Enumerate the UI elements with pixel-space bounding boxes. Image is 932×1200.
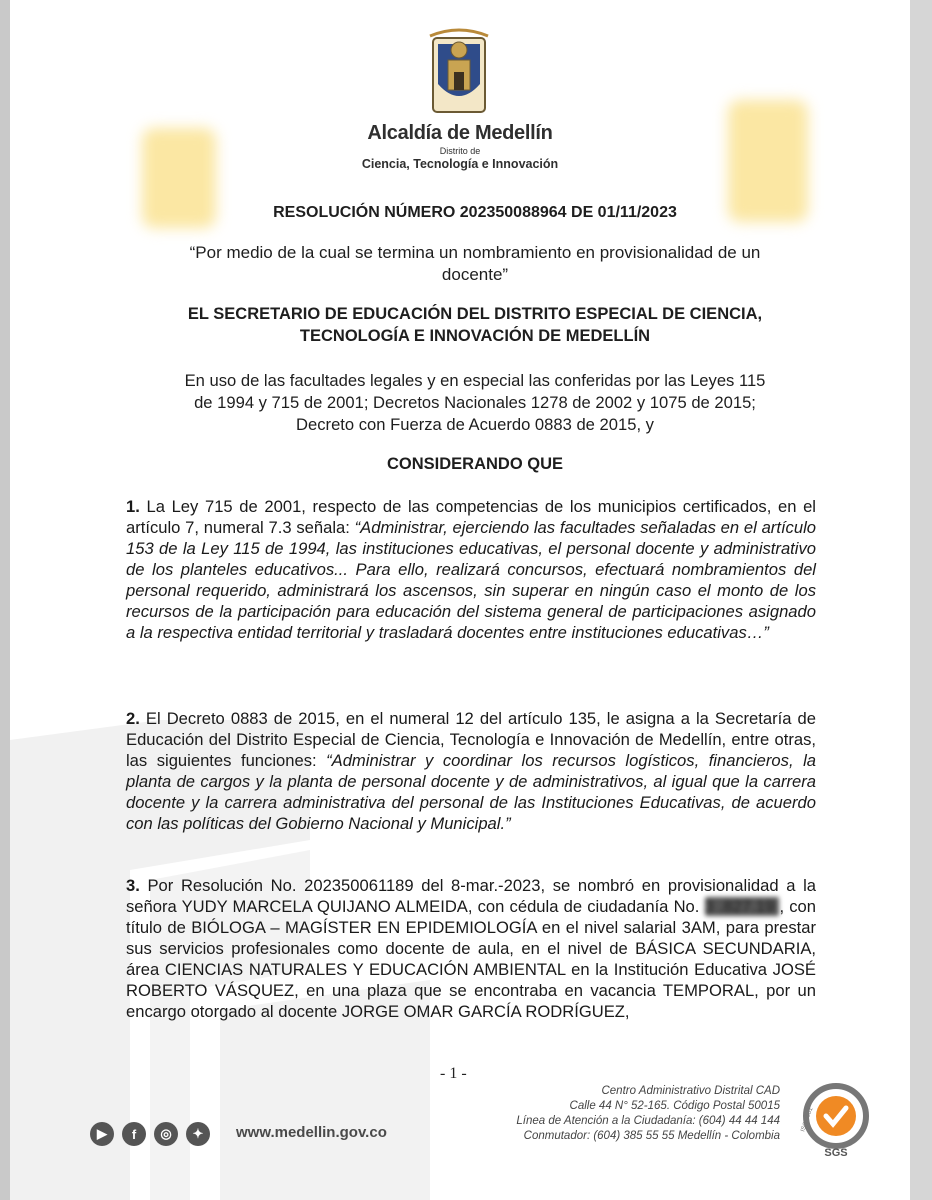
address-line: Calle 44 N° 52-165. Código Postal 50015 (569, 1100, 780, 1112)
redacted-id-number: 3 .827.19 (704, 897, 780, 916)
clause-2 (126, 708, 816, 834)
authority-line1: EL SECRETARIO DE EDUCACIÓN DEL DISTRITO ESPECIAL DE CIENCIA, (187, 305, 763, 323)
seal-caption: ISO 9001 (800, 1106, 815, 1133)
org-sub-ciencia: Ciencia, Tecnología e Innovación (361, 157, 559, 171)
twitter-icon[interactable]: ✦ (186, 1122, 210, 1146)
clause-1 (126, 496, 816, 643)
document-page (10, 0, 910, 1200)
seal-label: SGS (824, 1147, 848, 1158)
address-line: Conmutador: (604) 385 55 55 Medellín - Colombia (523, 1130, 780, 1142)
social-links (90, 1122, 210, 1146)
resolution-subject-line1: “Por medio de la cual se termina un nombramiento en provisionalidad de un (189, 243, 761, 262)
org-name: Alcaldía de Medellín (367, 122, 553, 144)
clause-quote: “Administrar, ejerciendo las facultades señaladas en el artículo 153 de la Ley 115 de 1994, las instituciones educativas, el personal docente y administrativo de los planteles educativos... Para ello, realizará concursos, efectuará nombramientos del personal requerido, administrará los ascensos, sin superar en ningún caso el monto de los recursos de la participación para educación del sistema general de participaciones asignado a la respectiva entidad territorial y trasladará docentes entre instituciones educativas…” (126, 518, 816, 642)
address-line: Línea de Atención a la Ciudadanía: (604) 44 44 144 (516, 1115, 780, 1127)
website-link[interactable]: www.medellin.gov.co (236, 1124, 387, 1141)
youtube-icon[interactable]: ▶ (90, 1122, 114, 1146)
clause-text-a: Por Resolución No. 202350061189 del 8-mar.-2023, se nombró en provisionalidad a la señora YUDY MARCELA QUIJANO ALMEIDA, con cédula de ciudadanía No. (126, 876, 816, 916)
powers-line2: de 1994 y 715 de 2001; Decretos Nacionales 1278 de 2002 y 1075 de 2015; (194, 393, 756, 412)
page-number: - 1 - (440, 1065, 467, 1082)
instagram-icon[interactable]: ◎ (154, 1122, 178, 1146)
facebook-icon[interactable]: f (122, 1122, 146, 1146)
clause-number: 2. (126, 709, 140, 728)
org-sub-distrito: Distrito de (439, 146, 481, 156)
powers-line3: Decreto con Fuerza de Acuerdo 0883 de 2015, y (296, 415, 654, 434)
powers-line1: En uso de las facultades legales y en especial las conferidas por las Leyes 115 (184, 371, 766, 390)
address-line: Centro Administrativo Distrital CAD (601, 1085, 780, 1097)
resolution-subject-line2: docente” (441, 265, 509, 284)
page-edge-shadow (910, 0, 932, 1200)
clause-text-b: , con título de BIÓLOGA – MAGÍSTER EN EPIDEMIOLOGÍA en el nivel salarial 3AM, para prestar sus servicios profesionales como docente de aula, en el nivel de BÁSICA SECUNDARIA, área CIENCIAS NATURALES Y EDUCACIÓN AMBIENTAL en la Institución Educativa JOSÉ ROBERTO VÁSQUEZ, en una plaza que se encontraba en vacancia TEMPORAL, por un encargo otorgado al docente JORGE OMAR GARCÍA RODRÍGUEZ, (126, 897, 816, 1021)
sgs-certification-seal (798, 1082, 874, 1158)
clause-number: 3. (126, 876, 140, 895)
clause-intro: El Decreto 0883 de 2015, en el numeral 12 del artículo 135, le asigna a la Secretaría de Educación del Distrito Especial de Ciencia, Tecnología e Innovación de Medellín, entre otras, las siguientes funciones: (126, 709, 816, 770)
resolution-title: RESOLUCIÓN NÚMERO 202350088964 DE 01/11/2023 (273, 204, 677, 221)
clause-number: 1. (126, 497, 140, 516)
considering-heading: CONSIDERANDO QUE (386, 455, 563, 473)
clause-3 (126, 875, 816, 1022)
footer-address (450, 1084, 780, 1144)
authority-line2: TECNOLOGÍA E INNOVACIÓN DE MEDELLÍN (299, 327, 651, 345)
clause-quote: “Administrar y coordinar los recursos logísticos, financieros, la planta de cargos y la planta de personal docente y de administrativos, al igual que la carrera docente y la carrera administrativa del personal de las Instituciones Educativas, de acuerdo con las políticas del Gobierno Nacional y Municipal.” (126, 751, 816, 833)
clause-intro: La Ley 715 de 2001, respecto de las competencias de los municipios certificados, en el artículo 7, numeral 7.3 señala: (126, 497, 816, 537)
